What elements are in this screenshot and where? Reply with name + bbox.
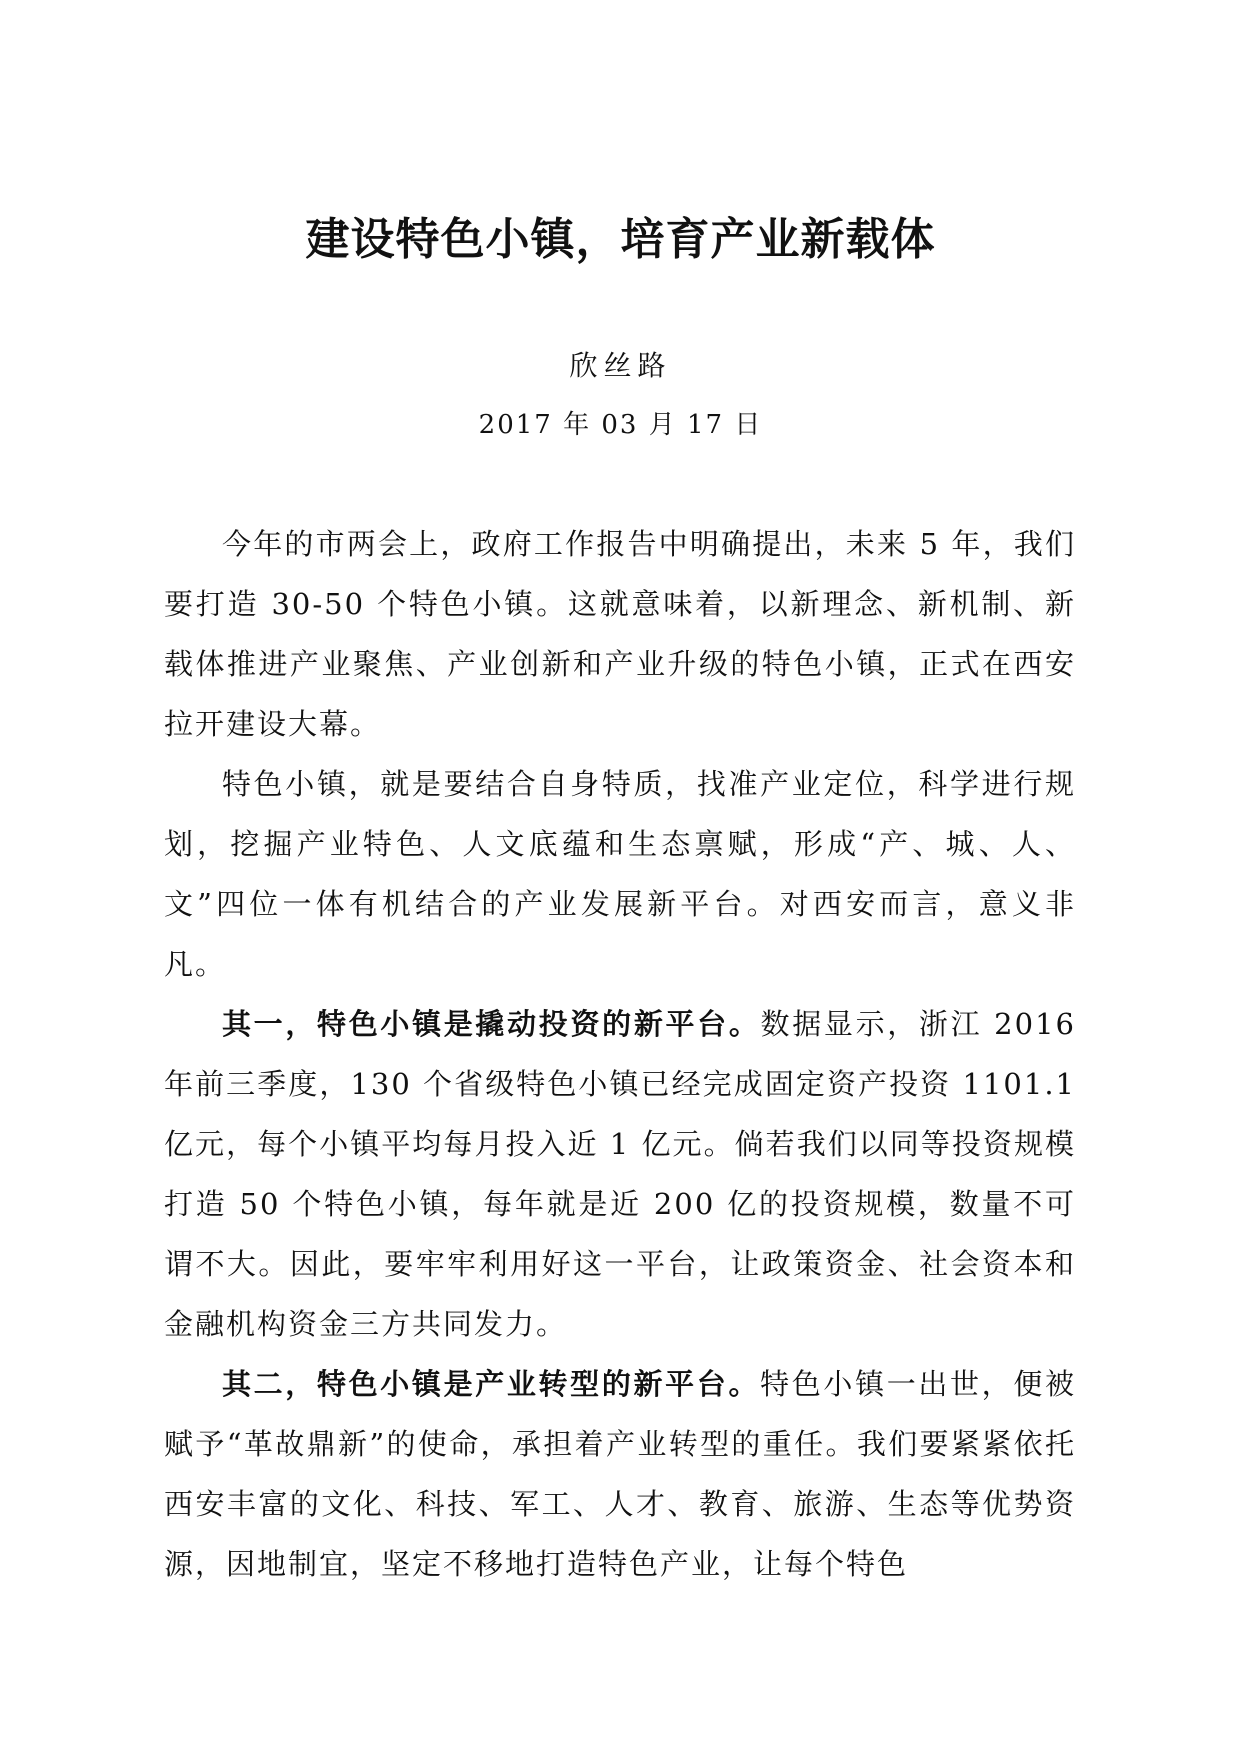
- paragraph-text: 特色小镇，就是要结合自身特质，找准产业定位，科学进行规划，挖掘产业特色、人文底蕴和生态禀赋，形成“产、城、人、文”四位一体有机结合的产业发展新平台。对西安而言，意义非凡。: [164, 767, 1076, 981]
- document-author: 欣丝路: [569, 349, 672, 382]
- paragraph-text: 今年的市两会上，政府工作报告中明确提出，未来 5 年，我们要打造 30-50 个特色小镇。这就意味着，以新理念、新机制、新载体推进产业聚焦、产业创新和产业升级的特色小镇，正式在西安拉开建设大幕。: [164, 527, 1076, 741]
- paragraph: [164, 754, 1076, 994]
- paragraph: [164, 1354, 1076, 1594]
- paragraph-text: 特色小镇一出世，便被赋予“革故鼎新”的使命，承担着产业转型的重任。我们要紧紧依托西安丰富的文化、科技、军工、人才、教育、旅游、生态等优势资源，因地制宜，坚定不移地打造特色产业，让每个特色: [164, 1367, 1076, 1581]
- paragraph: [164, 514, 1076, 754]
- paragraph: [164, 994, 1076, 1354]
- paragraph-text: 数据显示，浙江 2016 年前三季度，130 个省级特色小镇已经完成固定资产投资 1101.1 亿元，每个小镇平均每月投入近 1 亿元。倘若我们以同等投资规模打造 50 个特色小镇，每年就是近 200 亿的投资规模，数量不可谓不大。因此，要牢牢利用好这一平台，让政策资金、社会资本和金融机构资金三方共同发力。: [164, 1007, 1076, 1341]
- document-date: 2017 年 03 月 17 日: [478, 410, 763, 440]
- document-title: 建设特色小镇，培育产业新载体: [305, 214, 936, 265]
- document-body: [164, 514, 1076, 1594]
- paragraph-lead: 其二，特色小镇是产业转型的新平台。: [222, 1367, 761, 1401]
- paragraph-lead: 其一，特色小镇是撬动投资的新平台。: [222, 1007, 761, 1041]
